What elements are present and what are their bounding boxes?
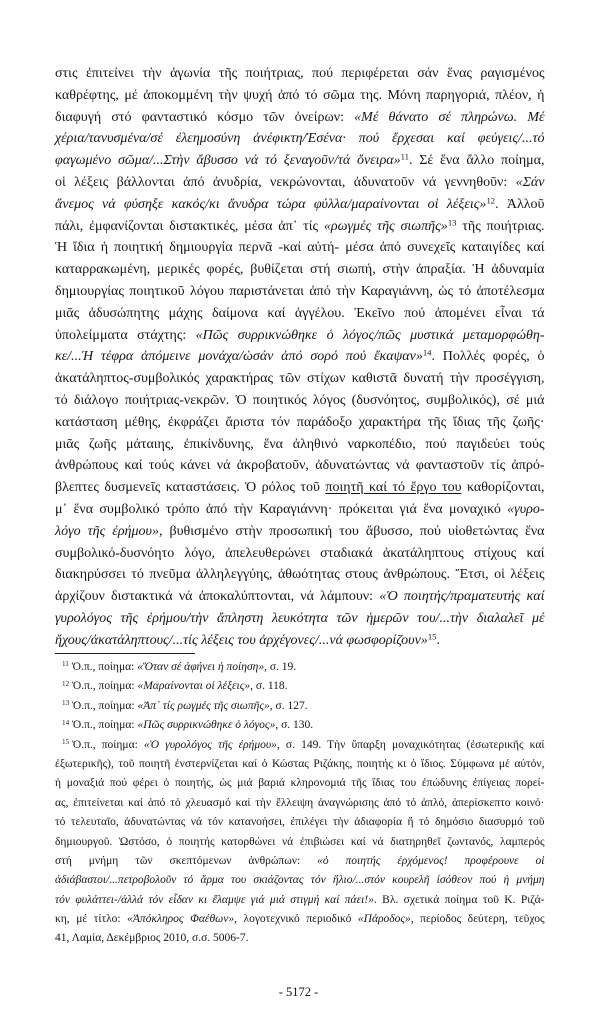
footnote-number: 14 xyxy=(62,718,70,727)
line-text xyxy=(55,608,545,630)
line-text xyxy=(55,521,545,543)
text-run: . Ἀλλοῦ xyxy=(495,196,545,212)
line-text xyxy=(55,172,545,194)
text-line xyxy=(55,303,545,325)
text-line xyxy=(55,891,545,910)
italic-quote: «Ἀπόκληρος Φαέθων» xyxy=(127,913,235,926)
text-line xyxy=(55,586,545,608)
text-run: 41, Λαμία, Δεκέμβριος 2010, σ.σ. 5006-7. xyxy=(55,932,249,945)
line-text xyxy=(55,929,248,948)
line-text xyxy=(55,346,545,368)
text-run: στις ἐπιτείνει τὴν ἀγωνία τῆς ποιήτριας, πού περιφέρεται σάν ἕνας ραγισμένος xyxy=(55,66,545,81)
footnote-number: 12 xyxy=(62,679,70,688)
footnote-ref: 14 xyxy=(422,348,432,359)
line-text xyxy=(55,891,545,910)
text-run: στή μνήμη τῶν σκεπτόμενων ἀνθρώπων: xyxy=(55,854,318,867)
line-text xyxy=(55,794,545,813)
line-text xyxy=(55,107,545,129)
footnote-line xyxy=(55,736,545,755)
line-text xyxy=(55,630,440,652)
text-run: . Βλ. σχετικά ποίημα τοῦ Κ. Ριζά- xyxy=(373,893,545,906)
line-text xyxy=(55,194,545,216)
line-text xyxy=(62,736,545,755)
text-line xyxy=(55,259,545,281)
italic-quote: «Σάν xyxy=(515,174,545,190)
line-text xyxy=(55,128,545,150)
text-run: Ὁ.π., ποίημα: xyxy=(72,680,138,693)
line-text xyxy=(62,677,288,696)
text-line xyxy=(55,852,545,871)
italic-quote: τόν φυλάττει-/ἀλλά τόν εἶδαν κι ἔλαμψε γιά μιά στιγμή καί πάει!» xyxy=(55,893,374,906)
text-line xyxy=(55,774,545,793)
text-run: δημιουργίας ποιητικοῦ λόγου παριστάνεται ἀπό τὴν Καραγιάννη, ὡς τό ἀποτέλεσμα xyxy=(55,283,545,299)
text-run: ἀνθρώπους καί τούς κάνει νά ἀκροβατοῦν, ἀδυνατώντας νά φανταστοῦν τίς ἀπρό- xyxy=(55,458,545,474)
main-text xyxy=(55,63,545,652)
text-run: ἀρχίζουν διστακτικά νά ἀποκαλύπτονται, νά λάμπουν: xyxy=(55,589,380,605)
text-line xyxy=(55,608,545,630)
text-line xyxy=(55,455,545,477)
footnote-11 xyxy=(55,658,545,677)
line-text xyxy=(55,325,545,347)
line-text xyxy=(62,697,308,716)
text-run: καθρέφτης, μέ ἀποκομμένη τὴν ψυχή ἀπό τό σῶμα της. Μόνη παρηγοριά, πλέον, ἡ xyxy=(55,87,545,103)
footnote-number: 15 xyxy=(62,738,70,746)
text-line xyxy=(55,85,545,107)
text-line xyxy=(55,813,545,832)
text-line xyxy=(55,794,545,813)
italic-quote: «Ὅταν σέ ἀφήνει ἡ ποίηση» xyxy=(137,661,265,673)
text-line xyxy=(55,346,545,368)
line-text xyxy=(55,368,545,390)
text-run: , περίοδος δεύτερη, τεῦχος xyxy=(410,913,545,926)
italic-quote: λόγο τῆς ἐρήμου» xyxy=(55,523,159,539)
footnote-ref: 12 xyxy=(486,195,496,206)
line-text xyxy=(55,910,545,929)
italic-quote: «Μέ θάνατο σέ πληρώνω. Μέ xyxy=(354,109,545,125)
line-text xyxy=(55,852,545,871)
page-number: - 5172 - xyxy=(278,985,319,999)
line-text xyxy=(55,871,545,890)
italic-quote: χέρια/τανυσμένα/σέ ἐλεημοσύνη ἀνέφικτη/Ἐσένα· πού ἔρχεσαι καί φεύγεις/...τό xyxy=(55,131,545,147)
text-run: καταρρακωμένη, μερικές φορές, βυθίζεται στή σιωπή, στὴν ἀπραξία. Ἡ ἀδυναμία xyxy=(55,262,545,278)
line-text xyxy=(55,150,545,172)
text-run: ας, ἐπιτείνεται καί ἀπό τό χλευασμό καί τὴν ἔλλειψη ἀναγνώρισης ἀπό τό ἀπλό, ἀπερίσκεπτο κοινό· xyxy=(55,796,545,809)
text-line xyxy=(55,281,545,303)
text-line xyxy=(55,216,545,238)
italic-quote: «ρωγμές τῆς σιωπῆς» xyxy=(323,218,448,234)
text-run: τό διάλογο ποιήτριας-νεκρῶν. Ὁ ποιητικός λόγος (δυσνόητος, συμβολικός), σέ μιά xyxy=(55,392,545,408)
line-text xyxy=(55,813,545,832)
text-run: μ᾽ ἕνα συμβολικό τρόπο ἀπό τὴν Καραγιάννη· πρόκειται γιά ἕνα μοναχικό xyxy=(55,501,508,517)
text-line xyxy=(55,755,545,774)
text-run: συμβολικό-δυσνόητο λόγο, ἀπελευθερώνει σταδιακά ἀκατάληπτους στίχους καί xyxy=(55,545,545,561)
line-text xyxy=(55,63,545,85)
text-run: , σ. 130. xyxy=(275,719,314,732)
line-text xyxy=(55,412,545,434)
text-line xyxy=(55,390,545,412)
line-text xyxy=(55,281,545,303)
italic-quote: ἀδιάβαστοι/...πετροβολοῦν τό ἅρμα του σκιάζοντας τόν ἥλιο/...στόν κουρελῆ ἰσόθεον πού ἡ μνήμη xyxy=(55,874,545,887)
italic-quote: ἄνεμος νά φύσηξε κακός/κι ἄνυδρα τώρα φύλλα/μαραίνονται οἱ λέξεις» xyxy=(55,196,487,212)
footnote-12 xyxy=(55,677,545,696)
footnote-13 xyxy=(55,697,545,716)
line-text xyxy=(62,716,313,735)
text-run: διαφυγή στό φανταστικό κόσμο τῶν ὀνείρων: xyxy=(55,109,355,125)
footnote-14 xyxy=(55,716,545,735)
text-run: οἱ λέξεις βάλλονται ἀπό ἀνυδρία, νεκρώνονται, ἀδυνατοῦν νά γεννηθοῦν: xyxy=(55,174,516,190)
text-run: , σ. 118. xyxy=(250,680,288,693)
text-run: Ἡ ἴδια ἡ ποιητική δημιουργία περνᾶ -καί αὐτή- μέσα ἀπό συνεχεῖς καταιγίδες καί xyxy=(55,240,545,256)
text-line xyxy=(55,630,545,652)
text-run: , λογοτεχνικό περιοδικό xyxy=(234,913,358,926)
text-run: Ὁ.π., ποίημα: xyxy=(72,738,144,751)
footnote-number: 13 xyxy=(62,699,70,708)
footnote-number: 11 xyxy=(62,660,69,669)
text-line xyxy=(55,564,545,586)
footnote-line xyxy=(55,697,545,716)
footnote-line xyxy=(55,677,545,696)
text-line xyxy=(55,910,545,929)
line-text xyxy=(55,259,545,281)
italic-quote: «Πάροδος» xyxy=(357,913,411,926)
text-line xyxy=(55,194,545,216)
text-run: τό τελευταῖο, ἀδυνατώντας νά τόν κατανοήσει, ἐπιλέγει τὴν ἀδιαφορία ἤ τό δημόσιο διασυρμό τοῦ xyxy=(55,816,545,829)
line-text xyxy=(55,564,545,586)
text-run: Ὁ.π., ποίημα: xyxy=(71,661,138,673)
footnotes xyxy=(55,658,545,949)
text-run: , σ. 127. xyxy=(269,699,308,712)
text-run: Ὁ.π., ποίημα: xyxy=(72,719,138,732)
line-text xyxy=(55,237,545,259)
line-text xyxy=(55,216,545,238)
text-line xyxy=(55,871,545,890)
line-text xyxy=(55,586,545,608)
text-line xyxy=(55,172,545,194)
text-run: τῆς ποιήτριας. xyxy=(456,218,545,234)
italic-quote: «Πῶς συρρικνώθηκε ὁ λόγος» xyxy=(137,719,276,732)
text-run: βλεπτες δυσμενεῖς καταστάσεις. Ὁ ρόλος τοῦ xyxy=(55,480,326,496)
text-run: , βυθισμένο στὴν προσωπική του ἄβυσσο, πού υἱοθετώντας ἕνα xyxy=(158,523,545,539)
text-line xyxy=(55,477,545,499)
text-run: ἡ μοναξιά πού φέρει ὁ ποιητής, ὡς μιά βαριά κληρονομιά τῆς ἴδιας του ἐπώδυνης ἐπίγειας πορεί- xyxy=(55,777,545,790)
text-run: μιᾶς ζωῆς μάταιης, ἐπικίνδυνης, ἕνα ἀληθινό ναρκοπέδιο, πού παγιδεύει τούς xyxy=(55,436,545,452)
text-run: ἀκατάληπτος-συμβολικός χαρακτήρας τῶν στίχων καθιστᾶ δυνατή τὴν προσέγγιση, xyxy=(55,371,545,387)
text-line xyxy=(55,412,545,434)
text-line xyxy=(55,107,545,129)
italic-quote: «γυρο- xyxy=(507,501,545,517)
italic-quote: «Ὁ γυρολόγος τῆς ἐρήμου» xyxy=(143,738,277,751)
text-run: Ὁ.π., ποίημα: xyxy=(72,699,138,712)
italic-quote: κε/...Ἡ τέφρα ἀπόμεινε μονάχα/ὡσάν ἀπό σορό πού ἔκαψαν» xyxy=(55,349,423,365)
italic-quote: «Ὁ ποιητής/πραματευτής καί xyxy=(379,589,545,605)
line-text xyxy=(55,543,545,565)
text-line xyxy=(55,434,545,456)
italic-quote: «Ἀπ᾽ τίς ρωγμές τῆς σιωπῆς» xyxy=(137,699,270,712)
italic-quote: «Πῶς συρρικνώθηκε ὁ λόγος/πῶς μυστικά μεταμορφώθη- xyxy=(195,327,545,343)
text-run: . Σέ ἕνα ἄλλο ποίημα, xyxy=(409,153,545,169)
footnote-ref: 13 xyxy=(447,217,457,228)
text-run: , σ. 19. xyxy=(264,661,297,673)
italic-quote: «Μαραίνονται οἱ λέξεις» xyxy=(137,680,251,693)
line-text xyxy=(55,455,545,477)
line-text xyxy=(55,833,545,852)
text-line xyxy=(55,150,545,172)
footnote-line xyxy=(55,716,545,735)
line-text xyxy=(55,755,545,774)
text-run: , σ. 149. Τὴν ὕπαρξη μοναχικότητας (ἐσωτερικῆς καί xyxy=(276,738,545,751)
footnote-line xyxy=(55,658,545,677)
text-line xyxy=(55,521,545,543)
text-run: καθορίζονται, xyxy=(461,480,545,496)
line-text xyxy=(55,303,545,325)
italic-quote: ἤχους/ἀκατάληπτους/...τίς λέξεις του ἀρχέγονες/...νά φωσφορίζουν» xyxy=(55,632,428,648)
footnote-ref: 11 xyxy=(400,151,409,162)
line-text xyxy=(55,85,545,107)
italic-quote: «ὁ ποιητής ἐρχόμενος! προφέρουνε οἱ xyxy=(317,854,545,867)
footnote-separator xyxy=(55,653,195,654)
line-text xyxy=(55,390,545,412)
italic-quote: φαγωμένο σῶμα/...Στὴν ἄβυσσο νά τό ξεναγοῦν/τά ὄνειρα» xyxy=(55,153,401,169)
text-run: διακηρύσσει τό πνεῦμα ἀλληλεγγύης, ἀθωότητας στους ἀνθρώπους. Ἔτσι, οἱ λέξεις xyxy=(55,567,545,583)
text-run: . xyxy=(436,632,440,648)
text-run: δημιουργοῦ. Ὡστόσο, ὁ ποιητής κατορθώνει νά ἐπιβιώσει καί νά διατηρηθεῖ ζωντανός, λαμπερός xyxy=(55,835,545,848)
text-line xyxy=(55,368,545,390)
text-line xyxy=(55,237,545,259)
underlined-text: ποιητῆ καί τό ἔργο του xyxy=(325,480,462,496)
text-run: κατάσταση μέθης, ἐκφράζει ἄριστα τόν παράδοξο χαρακτήρα τῆς ἴδιας τῆς ζωῆς· xyxy=(55,414,545,430)
line-text xyxy=(62,658,296,677)
text-run: μιᾶς ἀδυσώπητης μάχης δαίμονα καί ἀγγέλου. Ἐκεῖνο πού ἀπομένει εἶναι τά xyxy=(55,305,545,321)
text-line xyxy=(55,833,545,852)
text-line xyxy=(55,499,545,521)
italic-quote: γυρολόγος τῆς ἐρήμου/τὴν ἄπληστη λευκότητα τῶν ἡμερῶν του/...τὴν διαλαλεῖ μέ xyxy=(55,610,545,626)
text-line xyxy=(55,929,545,948)
text-line xyxy=(55,543,545,565)
line-text xyxy=(55,499,545,521)
text-run: . Πολλές φορές, ὁ xyxy=(431,349,545,365)
line-text xyxy=(55,774,545,793)
text-run: κη, μέ τίτλο: xyxy=(55,913,128,926)
text-run: πάλι, ἐμφανίζονται διστακτικές, μέσα ἀπ᾽ τίς xyxy=(55,218,324,234)
text-run: ἐξωτερικῆς), τοῦ ποιητῆ ἐνστερνίζεται καί ὁ Κώστας Ριζάκης, ποιητής κι ὁ ἴδιος. Σύμφωνα μέ αὐτόν, xyxy=(55,757,545,770)
line-text xyxy=(55,477,545,499)
line-text xyxy=(55,434,545,456)
text-line xyxy=(55,128,545,150)
text-line xyxy=(55,63,545,85)
text-line xyxy=(55,325,545,347)
footnote-ref: 15 xyxy=(427,631,437,642)
footnote-15 xyxy=(55,736,545,949)
text-run: ὑπολείμματα στάχτης: xyxy=(55,327,196,343)
